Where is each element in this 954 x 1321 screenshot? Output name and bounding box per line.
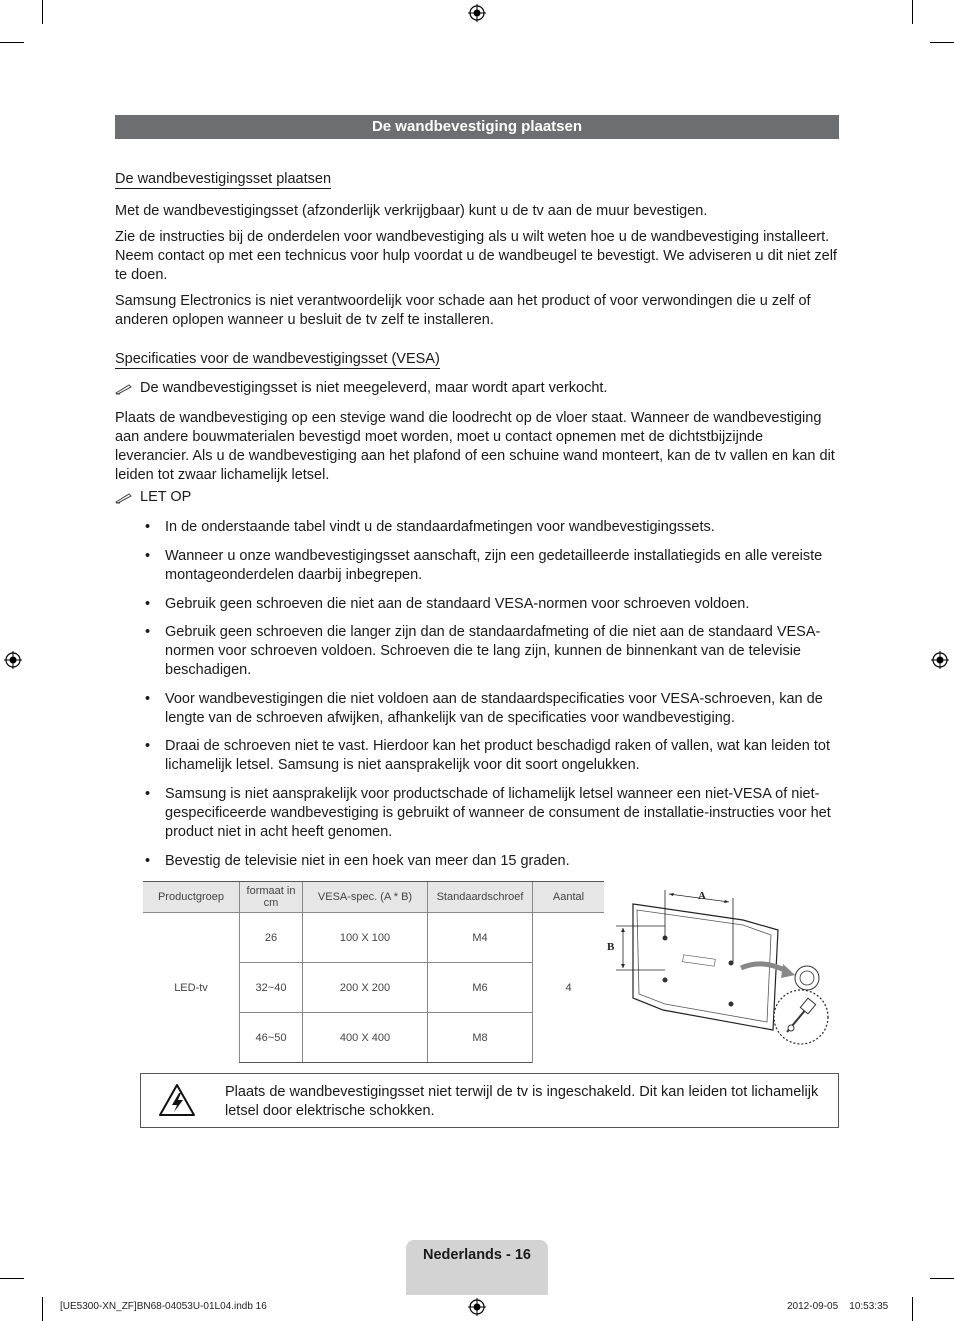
registration-mark-icon	[4, 651, 22, 669]
crop-mark	[912, 1297, 913, 1321]
dimension-label-a: A	[698, 890, 706, 902]
registration-mark-icon	[468, 1298, 486, 1316]
table-cell: 46~50	[240, 1013, 303, 1063]
list-item: • Bevestig de televisie niet in een hoek van meer dan 15 graden.	[143, 852, 839, 871]
crop-mark	[42, 0, 43, 24]
table-cell: 200 X 200	[303, 963, 428, 1013]
table-header: Aantal	[533, 882, 605, 913]
note-text: De wandbevestigingsset is niet meegeleverd, maar wordt apart verkocht.	[140, 380, 608, 396]
dimension-label-b: B	[607, 941, 615, 953]
table-cell: M4	[428, 913, 533, 963]
print-timestamp: 2012-09-05 10:53:35	[787, 1301, 889, 1312]
pencil-note-icon	[115, 492, 133, 504]
table-header: formaat in cm	[240, 882, 303, 913]
crop-mark	[912, 0, 913, 24]
table-cell: M6	[428, 963, 533, 1013]
registration-mark-icon	[931, 651, 949, 669]
crop-mark	[930, 1278, 954, 1279]
tv-back-diagram	[603, 880, 839, 1045]
table-cell: M8	[428, 1013, 533, 1063]
crop-mark	[930, 42, 954, 43]
page-number-tab: Nederlands - 16	[406, 1240, 548, 1295]
file-name: [UE5300-XN_ZF]BN68-04053U-01L04.indb 16	[60, 1301, 267, 1312]
table-row	[143, 913, 604, 963]
crop-mark	[42, 1297, 43, 1321]
warning-box	[140, 1073, 839, 1128]
registration-mark-icon	[468, 4, 486, 22]
table-cell: 26	[240, 913, 303, 963]
table-cell: 32~40	[240, 963, 303, 1013]
list-item: • Wanneer u onze wandbevestigingsset aanschaft, zijn een gedetailleerde installatiegids en alle vereiste montageonderdelen daarbij inbegrepen.	[143, 547, 839, 585]
caution-label: LET OP	[140, 489, 192, 505]
subheading-mounting-kit: De wandbevestigingsset plaatsen	[115, 171, 332, 187]
paragraph: Met de wandbevestigingsset (afzonderlijk verkrijgbaar) kunt u de tv aan de muur bevestigen.	[115, 203, 708, 219]
list-item: • In de onderstaande tabel vindt u de standaardafmetingen voor wandbevestigingssets.	[143, 518, 839, 537]
table-cell: 400 X 400	[303, 1013, 428, 1063]
list-item: • Samsung is niet aansprakelijk voor productschade of lichamelijk letsel wanneer een niet-VESA of niet-gespecificeerde wandbevestiging is gebruikt of wanneer de consument de installatie-instructies voor het product niet in acht heeft genomen.	[143, 785, 839, 842]
table-header: Standaardschroef	[428, 882, 533, 913]
list-item: • Voor wandbevestigingen die niet voldoen aan de standaardspecificaties voor VESA-schroeven, kan de lengte van de schroeven afwijken, afhankelijk van de specificaties voor wandbevestiging.	[143, 690, 839, 728]
warning-text: Plaats de wandbevestigingsset niet terwijl de tv is ingeschakeld. Dit kan leiden tot lichamelijk letsel door elektrische schokken.	[225, 1084, 819, 1119]
list-item: • Gebruik geen schroeven die langer zijn dan de standaardafmeting of die niet aan de standaard VESA-normen voor schroeven voldoen. Schroeven die te lang zijn, kunnen de binnenkant van de televisie beschadigen.	[143, 623, 839, 680]
vesa-spec-table	[143, 881, 604, 1063]
table-cell: 100 X 100	[303, 913, 428, 963]
product-group-cell: LED-tv	[143, 913, 240, 1063]
table-header-row	[143, 882, 604, 913]
list-item: • Gebruik geen schroeven die niet aan de standaard VESA-normen voor schroeven voldoen.	[143, 595, 839, 614]
table-header: Productgroep	[143, 882, 240, 913]
paragraph: Samsung Electronics is niet verantwoordelijk voor schade aan het product of voor verwondingen die u zelf of anderen oplopen wanneer u besluit de tv zelf te installeren.	[115, 293, 811, 328]
table-header: VESA-spec. (A * B)	[303, 882, 428, 913]
electric-shock-warning-icon	[158, 1083, 196, 1117]
crop-mark	[0, 42, 24, 43]
paragraph: Plaats de wandbevestiging op een stevige wand die loodrecht op de vloer staat. Wanneer de wandbevestiging aan andere bouwmaterialen bevestigd moet worden, moet u contact opnemen met de dichtstbijzijnde leverancier. Als u de wandbevestiging aan het plafond of een schuine wand monteert, kan de tv vallen en kan dit leiden tot zwaar lichamelijk letsel.	[115, 410, 835, 483]
crop-mark	[0, 1278, 24, 1279]
section-title-bar: De wandbevestiging plaatsen	[115, 115, 839, 139]
subheading-vesa-specs: Specificaties voor de wandbevestigingsset (VESA)	[115, 351, 440, 367]
list-item: • Draai de schroeven niet te vast. Hierdoor kan het product beschadigd raken of vallen, wat kan leiden tot lichamelijk letsel. Samsung is niet aansprakelijk voor dit soort ongelukken.	[143, 737, 839, 775]
paragraph: Zie de instructies bij de onderdelen voor wandbevestiging als u wilt weten hoe u de wandbevestiging installeert. Neem contact op met een technicus voor hulp voordat u de wandbeugel te bevestigt. We adviseren u dit niet zelf te doen.	[115, 229, 837, 283]
quantity-cell: 4	[533, 913, 605, 1063]
pencil-note-icon	[115, 383, 133, 395]
